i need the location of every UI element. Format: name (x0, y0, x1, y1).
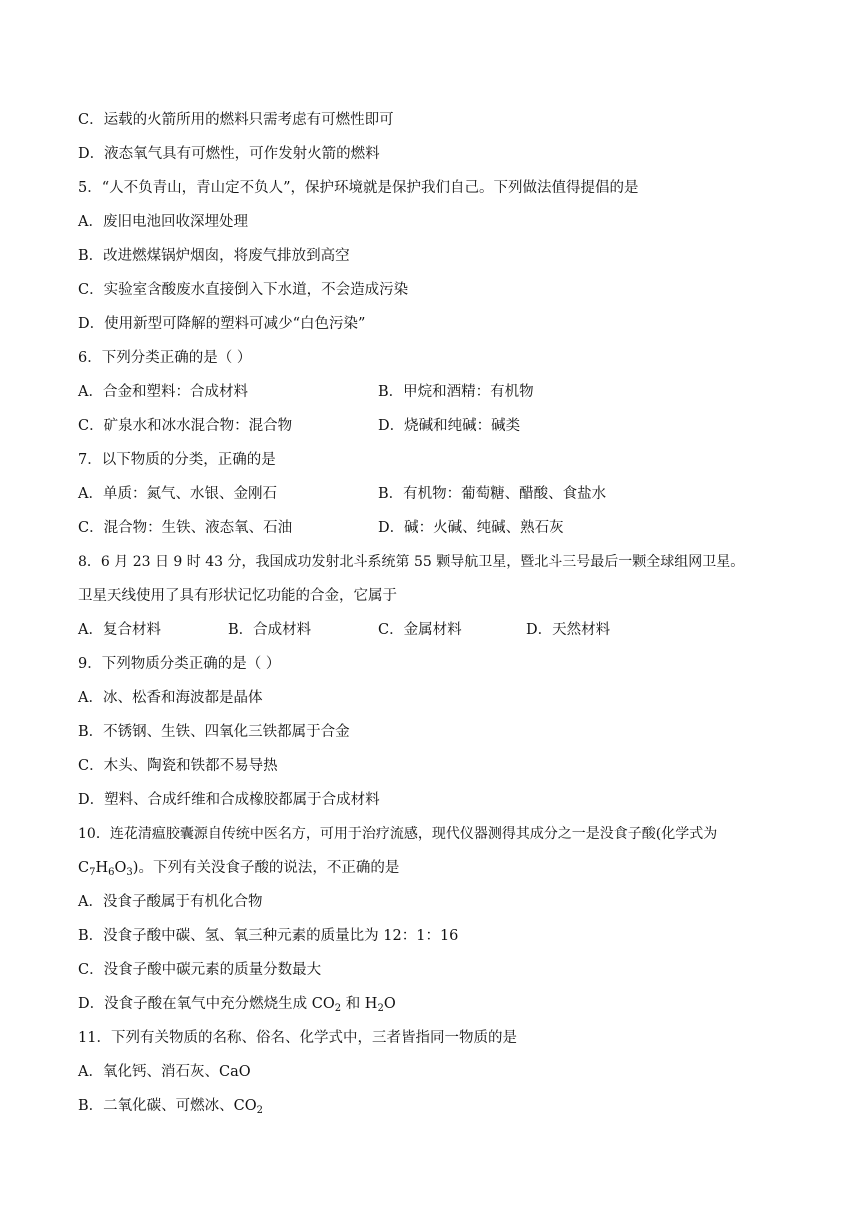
q8-option-a: A．复合材料 (78, 622, 161, 638)
q5-stem: 5．“人不负青山，青山定不负人”，保护环境就是保护我们自己。下列做法值得提倡的是 (78, 180, 639, 196)
q9-option-c: C．木头、陶瓷和铁都不易导热 (78, 758, 278, 774)
q10-option-c: C．没食子酸中碳元素的质量分数最大 (78, 962, 322, 978)
q5-option-a: A．废旧电池回收深埋处理 (78, 214, 248, 230)
q5-option-c: C．实验室含酸废水直接倒入下水道，不会造成污染 (78, 282, 409, 298)
q7-stem: 7．以下物质的分类，正确的是 (78, 452, 276, 468)
q6-stem: 6．下列分类正确的是（ ） (78, 350, 252, 366)
q11-stem: 11．下列有关物质的名称、俗名、化学式中，三者皆指同一物质的是 (78, 1030, 517, 1046)
q8-stem-continued: 卫星天线使用了具有形状记忆功能的合金，它属于 (78, 588, 397, 604)
q11-option-a: A．氧化钙、消石灰、CaO (78, 1064, 251, 1080)
q9-option-a: A．冰、松香和海波都是晶体 (78, 690, 263, 706)
q11-option-b: B．二氧化碳、可燃冰、$CO_2$ (78, 1098, 264, 1116)
q8-option-d: D．天然材料 (526, 622, 611, 638)
q7-option-c: C．混合物：生铁、液态氧、石油 (78, 520, 293, 536)
q9-stem: 9．下列物质分类正确的是（ ） (78, 656, 281, 672)
q10-stem-continued: $C_7H_6O_3$)。下列有关没食子酸的说法，不正确的是 (78, 860, 400, 878)
q6-option-c: C．矿泉水和冰水混合物：混合物 (78, 418, 293, 434)
q6-option-b: B．甲烷和酒精：有机物 (378, 384, 534, 400)
q4-option-d: D．液态氧气具有可燃性，可作发射火箭的燃料 (78, 146, 380, 162)
q6-option-d: D．烧碱和纯碱：碱类 (378, 418, 521, 434)
q7-option-d: D．碱：火碱、纯碱、熟石灰 (378, 520, 564, 536)
q9-option-b: B．不锈钢、生铁、四氧化三铁都属于合金 (78, 724, 350, 740)
q10-stem: 10．连花清瘟胶囊源自传统中医名方，可用于治疗流感，现代仪器测得其成分之一是没食子酸(化学式为 (78, 826, 718, 842)
q9-option-d: D．塑料、合成纤维和合成橡胶都属于合成材料 (78, 792, 380, 808)
q5-option-b: B．改进燃煤锅炉烟囱，将废气排放到高空 (78, 248, 350, 264)
q5-option-d: D．使用新型可降解的塑料可减少“白色污染” (78, 316, 366, 332)
q4-option-c: C．运载的火箭所用的燃料只需考虑有可燃性即可 (78, 112, 394, 128)
q7-option-a: A．单质：氮气、水银、金刚石 (78, 486, 277, 502)
q8-option-c: C．金属材料 (378, 622, 462, 638)
q10-option-a: A．没食子酸属于有机化合物 (78, 894, 263, 910)
q6-option-a: A．合金和塑料：合成材料 (78, 384, 248, 400)
q10-option-b: B．没食子酸中碳、氢、氧三种元素的质量比为 12：1：16 (78, 928, 459, 944)
q8-stem: 8．6 月 23 日 9 时 43 分，我国成功发射北斗系统第 55 颗导航卫星，暨北斗三号最后一颗全球组网卫星。 (78, 554, 745, 570)
q7-option-b: B．有机物：葡萄糖、醋酸、食盐水 (378, 486, 607, 502)
q8-option-b: B．合成材料 (228, 622, 312, 638)
q10-option-d: D．没食子酸在氧气中充分燃烧生成 $CO_2$ 和 $H_2O$ (78, 996, 396, 1014)
